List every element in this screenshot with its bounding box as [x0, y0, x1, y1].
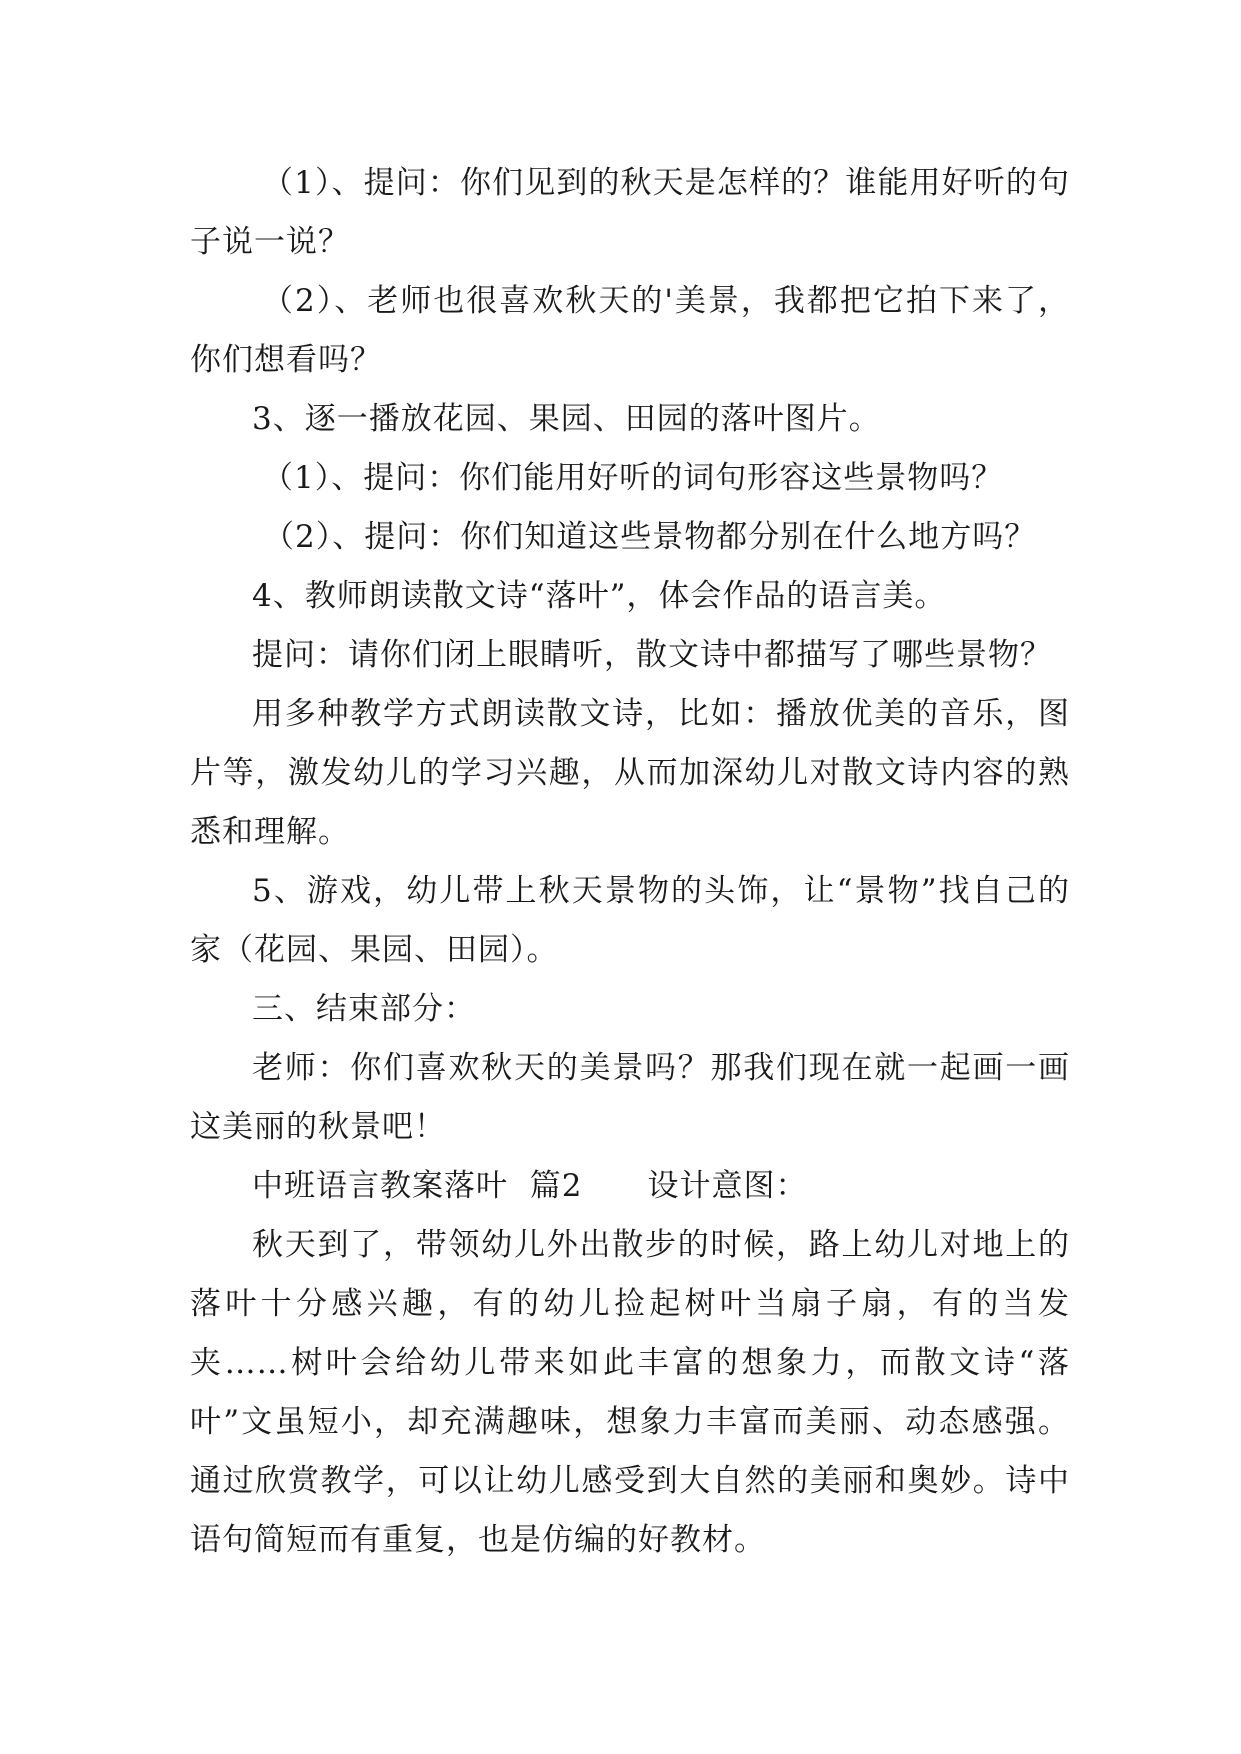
section-heading-ending: 三、结束部分：	[252, 991, 476, 1027]
paragraph-step-4-question: 提问：请你们闭上眼睛听，散文诗中都描写了哪些景物？	[252, 637, 1052, 673]
paragraph-design-intent: 秋天到了，带领幼儿外出散步的时候，路上幼儿对地上的落叶十分感兴趣，有的幼儿捡起树叶当扇子扇，有的当发夹……树叶会给幼儿带来如此丰富的想象力，而散文诗“落叶”文虽短小，却充满趣味，想象力丰富而美丽、动态感强。通过欣赏教学，可以让幼儿感受到大自然的美丽和奥妙。诗中语句简短而有重复，也是仿编的好教材。	[190, 1227, 1070, 1558]
section-heading-part-2: 中班语言教案落叶 篇2 设计意图：	[252, 1168, 808, 1204]
paragraph-reading-methods: 用多种教学方式朗读散文诗，比如：播放优美的音乐，图片等，激发幼儿的学习兴趣，从而加深幼儿对散文诗内容的熟悉和理解。	[190, 696, 1070, 850]
paragraph-question-2: （2）、老师也很喜欢秋天的'美景，我都把它拍下来了，你们想看吗？	[190, 283, 1070, 378]
paragraph-step-5: 5、游戏，幼儿带上秋天景物的头饰，让“景物”找自己的家（花园、果园、田园）。	[190, 873, 1070, 968]
paragraph-step-3-question-1: （1）、提问：你们能用好听的词句形容这些景物吗？	[262, 460, 1004, 496]
paragraph-step-3: 3、逐一播放花园、果园、田园的落叶图片。	[252, 401, 881, 437]
paragraph-question-1: （1）、提问：你们见到的秋天是怎样的？谁能用好听的句子说一说？	[190, 165, 1070, 260]
document-body	[190, 154, 1070, 1570]
paragraph-teacher-closing: 老师：你们喜欢秋天的美景吗？那我们现在就一起画一画这美丽的秋景吧！	[190, 1050, 1070, 1145]
paragraph-step-4: 4、教师朗读散文诗“落叶”，体会作品的语言美。	[252, 578, 947, 614]
paragraph-step-3-question-2: （2）、提问：你们知道这些景物都分别在什么地方吗？	[263, 519, 1037, 555]
